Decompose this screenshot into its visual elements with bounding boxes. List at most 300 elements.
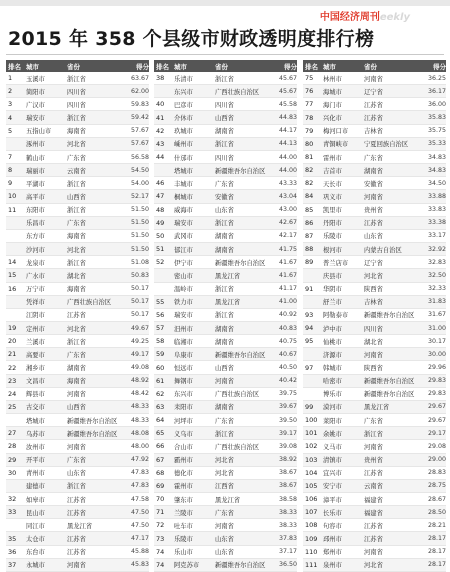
cell-city: 广汉市	[26, 101, 45, 109]
table-row	[303, 98, 446, 111]
cell-province: 江苏省	[364, 220, 383, 228]
table-row	[303, 243, 446, 256]
table-row	[6, 85, 149, 98]
cell-score: 41.00	[278, 298, 297, 306]
table-row	[154, 217, 297, 230]
cell-rank: 42	[156, 126, 165, 135]
cell-city: 凭祥市	[26, 299, 45, 307]
header-city: 城市	[323, 62, 336, 71]
table-row	[154, 151, 297, 164]
cell-city: 兰陵市	[174, 509, 193, 517]
cell-city: 乐昌市	[26, 220, 45, 228]
cell-city: 吉首市	[323, 167, 342, 175]
cell-score: 48.08	[130, 429, 149, 437]
cell-score: 42.17	[278, 232, 297, 240]
cell-city: 东方市	[26, 233, 45, 241]
cell-city: 句容市	[323, 522, 342, 530]
cell-score: 44.00	[278, 153, 297, 161]
cell-score: 37.83	[278, 535, 297, 543]
cell-province: 浙江省	[67, 115, 86, 123]
table-row	[154, 309, 297, 322]
cell-province: 新疆维吾尔自治区	[364, 391, 415, 399]
table-row	[154, 506, 297, 519]
cell-city: 东台市	[26, 549, 45, 557]
cell-rank: 61	[156, 376, 165, 385]
table-row	[6, 454, 149, 467]
cell-city: 瑞安市	[26, 115, 45, 123]
cell-province: 河北省	[364, 562, 383, 570]
cell-rank: 23	[8, 376, 17, 385]
cell-city: 博乐市	[323, 391, 342, 399]
cell-city: 瑞安市	[174, 220, 193, 228]
cell-score: 57.67	[130, 127, 149, 135]
cell-province: 辽宁省	[364, 88, 383, 96]
cell-rank: 63	[156, 402, 165, 411]
cell-city: 安宁市	[323, 483, 342, 491]
table-row	[6, 125, 149, 138]
table-row	[154, 480, 297, 493]
cell-score: 50.17	[130, 311, 149, 319]
cell-city: 肇东市	[174, 496, 193, 504]
table-row	[6, 283, 149, 296]
cell-rank: 70	[156, 495, 165, 504]
cell-province: 新疆维吾尔自治区	[67, 430, 118, 438]
table-row	[303, 230, 446, 243]
cell-city: 开平市	[26, 457, 45, 465]
cell-city: 定州市	[26, 325, 45, 333]
cell-score: 31.83	[427, 298, 446, 306]
cell-province: 河南省	[364, 549, 383, 557]
cell-score: 38.92	[278, 456, 297, 464]
cell-province: 福建省	[364, 509, 383, 517]
cell-score: 36.50	[278, 561, 297, 569]
cell-score: 28.21	[427, 521, 446, 529]
cell-rank: 67	[156, 455, 165, 464]
cell-score: 48.92	[130, 377, 149, 385]
cell-score: 32.50	[427, 271, 446, 279]
cell-score: 50.17	[130, 298, 149, 306]
cell-city: 阜康市	[174, 351, 193, 359]
cell-province: 海南省	[67, 378, 86, 386]
cell-province: 新疆维吾尔自治区	[67, 417, 118, 425]
cell-province: 广东省	[67, 457, 86, 465]
cell-rank: 64	[156, 416, 165, 425]
table-row	[154, 546, 297, 559]
cell-score: 32.83	[427, 258, 446, 266]
cell-score: 54.50	[130, 166, 149, 174]
cell-city: 涿州市	[26, 141, 45, 149]
cell-rank: 69	[156, 481, 165, 490]
cell-score: 29.83	[427, 390, 446, 398]
logo-text: 中国经济周刊	[319, 12, 380, 23]
header-rank: 排名	[305, 62, 318, 71]
cell-province: 云南省	[364, 483, 383, 491]
cell-city: 桐城市	[174, 193, 193, 201]
cell-province: 广东省	[364, 417, 383, 425]
cell-province: 湖北省	[67, 272, 86, 280]
cell-rank: 82	[305, 166, 314, 175]
cell-province: 广东省	[67, 220, 86, 228]
cell-rank: 99	[305, 402, 314, 411]
table-row	[154, 361, 297, 374]
header-score: 得分	[433, 62, 446, 71]
cell-rank: 51	[156, 245, 165, 254]
cell-score: 33.17	[427, 232, 446, 240]
table-row	[154, 440, 297, 453]
cell-province: 湖南省	[364, 167, 383, 175]
table-row	[154, 243, 297, 256]
cell-rank: 15	[8, 271, 17, 280]
cell-city: 塔城市	[26, 417, 45, 425]
cell-province: 海南省	[67, 128, 86, 136]
cell-city: 乐陵市	[174, 536, 193, 544]
cell-score: 39.75	[278, 390, 297, 398]
cell-city: 高平市	[26, 193, 45, 201]
cell-province: 湖北省	[364, 338, 383, 346]
cell-province: 江苏省	[364, 101, 383, 109]
table-row	[6, 532, 149, 545]
cell-score: 40.92	[278, 311, 297, 319]
cell-rank: 50	[156, 231, 165, 240]
table-row	[154, 375, 297, 388]
cell-province: 吉林省	[364, 299, 383, 307]
cell-province: 宁夏回族自治区	[364, 141, 409, 149]
cell-rank: 2	[8, 87, 13, 96]
cell-rank: 76	[305, 87, 314, 96]
table-row	[154, 256, 297, 269]
cell-score: 49.67	[130, 324, 149, 332]
table-header	[154, 60, 297, 72]
table-row	[303, 309, 446, 322]
cell-city: 霍州市	[174, 483, 193, 491]
cell-rank: 108	[305, 521, 318, 530]
table-row	[154, 454, 297, 467]
cell-rank: 77	[305, 100, 314, 109]
table-row	[303, 480, 446, 493]
cell-score: 48.33	[130, 403, 149, 411]
cell-score: 31.00	[427, 324, 446, 332]
cell-score: 37.17	[278, 548, 297, 556]
cell-province: 四川省	[215, 101, 234, 109]
cell-rank: 74	[156, 547, 165, 556]
cell-score: 29.17	[427, 429, 446, 437]
cell-city: 永城市	[26, 562, 45, 570]
cell-score: 45.88	[130, 548, 149, 556]
cell-score: 48.42	[130, 390, 149, 398]
cell-rank: 91	[305, 284, 314, 293]
cell-score: 59.42	[130, 114, 149, 122]
cell-province: 湖南省	[215, 128, 234, 136]
table-row	[303, 111, 446, 124]
cell-score: 51.08	[130, 258, 149, 266]
cell-score: 50.17	[130, 285, 149, 293]
cell-rank: 1	[8, 74, 13, 83]
cell-score: 28.17	[427, 561, 446, 569]
table-row	[303, 388, 446, 401]
cell-province: 江苏省	[364, 115, 383, 123]
cell-score: 57.67	[130, 140, 149, 148]
cell-rank: 72	[156, 521, 165, 530]
cell-score: 44.00	[278, 166, 297, 174]
cell-score: 44.13	[278, 140, 297, 148]
cell-city: 东兴市	[174, 391, 193, 399]
cell-province: 湖南省	[215, 338, 234, 346]
table-row	[154, 138, 297, 151]
cell-province: 广东省	[364, 154, 383, 162]
table-row	[303, 164, 446, 177]
cell-city: 舒兰市	[323, 299, 342, 307]
table-row	[303, 204, 446, 217]
cell-province: 四川省	[67, 88, 86, 96]
cell-province: 河南省	[67, 562, 86, 570]
table-row	[6, 559, 149, 572]
cell-city: 乐陵市	[323, 233, 342, 241]
cell-score: 34.83	[427, 166, 446, 174]
cell-rank: 5	[8, 126, 13, 135]
cell-city: 阿勒泰市	[323, 312, 349, 320]
cell-score: 36.00	[427, 100, 446, 108]
cell-city: 高要市	[26, 351, 45, 359]
cell-province: 福建省	[364, 496, 383, 504]
cell-city: 广水市	[26, 272, 45, 280]
cell-rank: 9	[8, 179, 13, 188]
cell-province: 河北省	[215, 457, 234, 465]
cell-rank: 30	[8, 468, 17, 477]
cell-province: 河北省	[67, 246, 86, 254]
table-row	[154, 322, 297, 335]
table-row	[154, 467, 297, 480]
cell-score: 51.50	[130, 219, 149, 227]
cell-city: 郁江市	[174, 246, 193, 254]
cell-city: 雷州市	[323, 154, 342, 162]
cell-score: 54.00	[130, 179, 149, 187]
cell-city: 合山市	[174, 443, 193, 451]
cell-city: 玉溪市	[26, 75, 45, 83]
cell-city: 莱阳市	[323, 417, 342, 425]
cell-score: 33.38	[427, 219, 446, 227]
table-row	[154, 283, 297, 296]
cell-rank: 88	[305, 245, 314, 254]
cell-province: 新疆维吾尔自治区	[364, 378, 415, 386]
cell-rank: 59	[156, 350, 165, 359]
cell-rank: 86	[305, 218, 314, 227]
cell-city: 巩义市	[323, 193, 342, 201]
cell-province: 广西壮族自治区	[215, 88, 260, 96]
table-row	[6, 98, 149, 111]
cell-city: 乌苏市	[26, 430, 45, 438]
cell-province: 云南省	[67, 167, 86, 175]
cell-city: 文昌市	[26, 378, 45, 386]
cell-province: 四川省	[215, 154, 234, 162]
table-row	[303, 177, 446, 190]
cell-province: 江苏省	[364, 536, 383, 544]
table-row	[154, 414, 297, 427]
cell-rank: 71	[156, 508, 165, 517]
cell-rank: 84	[305, 192, 314, 201]
cell-rank: 35	[8, 534, 17, 543]
cell-rank: 103	[305, 455, 318, 464]
cell-rank: 8	[8, 166, 13, 175]
cell-city: 东阳市	[26, 207, 45, 215]
cell-province: 江苏省	[67, 312, 86, 320]
cell-rank: 111	[305, 560, 318, 569]
ranking-table-2	[154, 60, 297, 572]
cell-province: 海南省	[67, 286, 86, 294]
table-row	[303, 375, 446, 388]
cell-province: 江苏省	[67, 536, 86, 544]
cell-province: 黑龙江省	[215, 272, 241, 280]
table-row	[303, 125, 446, 138]
cell-city: 临湘市	[174, 338, 193, 346]
table-row	[6, 493, 149, 506]
cell-score: 49.08	[130, 364, 149, 372]
cell-city: 宜兴市	[323, 470, 342, 478]
table-row	[6, 322, 149, 335]
publication-logo	[320, 8, 410, 23]
cell-score: 38.33	[278, 508, 297, 516]
table-row	[6, 440, 149, 453]
cell-score: 51.50	[130, 232, 149, 240]
cell-city: 五指山市	[26, 128, 52, 136]
cell-rank: 95	[305, 337, 314, 346]
table-row	[154, 269, 297, 282]
cell-score: 29.96	[427, 364, 446, 372]
cell-score: 28.17	[427, 548, 446, 556]
cell-rank: 16	[8, 284, 17, 293]
cell-rank: 104	[305, 468, 318, 477]
header-score: 得分	[284, 62, 297, 71]
cell-city: 德化市	[174, 470, 193, 478]
table-row	[6, 335, 149, 348]
cell-city: 乐山市	[174, 549, 193, 557]
table-row	[6, 519, 149, 532]
cell-rank: 107	[305, 508, 318, 517]
cell-province: 山东省	[215, 207, 234, 215]
cell-province: 山东省	[364, 233, 383, 241]
cell-province: 新疆维吾尔自治区	[364, 312, 415, 320]
cell-province: 广西壮族自治区	[67, 299, 112, 307]
cell-city: 伊宁市	[174, 259, 193, 267]
table-row	[6, 388, 149, 401]
cell-rank: 4	[8, 113, 13, 122]
table-row	[6, 401, 149, 414]
cell-rank: 38	[156, 74, 165, 83]
table-row	[303, 217, 446, 230]
cell-score: 43.00	[278, 206, 297, 214]
cell-score: 29.67	[427, 416, 446, 424]
table-row	[303, 414, 446, 427]
cell-rank: 14	[8, 258, 17, 267]
cell-city: 天长市	[323, 180, 342, 188]
cell-province: 浙江省	[67, 75, 86, 83]
cell-rank: 11	[8, 205, 17, 214]
cell-rank: 47	[156, 192, 165, 201]
title-divider	[6, 54, 444, 55]
cell-province: 安徽省	[364, 180, 383, 188]
cell-score: 63.67	[130, 74, 149, 82]
table-row	[303, 546, 446, 559]
cell-score: 48.33	[130, 416, 149, 424]
cell-province: 江苏省	[364, 522, 383, 530]
cell-city: 舞钢市	[174, 378, 193, 386]
cell-rank: 19	[8, 324, 17, 333]
cell-city: 海门市	[323, 101, 342, 109]
header-rank: 排名	[8, 62, 21, 71]
cell-score: 43.33	[278, 179, 297, 187]
cell-score: 48.00	[130, 442, 149, 450]
table-row	[6, 269, 149, 282]
cell-score: 47.50	[130, 521, 149, 529]
cell-score: 41.17	[278, 285, 297, 293]
table-row	[303, 401, 446, 414]
table-row	[6, 296, 149, 309]
table-row	[6, 217, 149, 230]
cell-score: 29.67	[427, 403, 446, 411]
cell-rank: 94	[305, 324, 314, 333]
cell-score: 40.83	[278, 324, 297, 332]
cell-city: 鹤山市	[26, 154, 45, 162]
cell-province: 黑龙江省	[215, 299, 241, 307]
table-row	[303, 348, 446, 361]
cell-city: 什邡市	[174, 154, 193, 162]
cell-province: 四川省	[67, 101, 86, 109]
cell-rank: 57	[156, 324, 165, 333]
cell-province: 江苏省	[67, 496, 86, 504]
cell-city: 昆山市	[26, 509, 45, 517]
cell-province: 新疆维吾尔自治区	[215, 167, 266, 175]
cell-province: 广东省	[67, 351, 86, 359]
table-row	[154, 559, 297, 572]
cell-score: 36.25	[427, 74, 446, 82]
cell-province: 吉林省	[364, 128, 383, 136]
cell-city: 丹阳市	[323, 220, 342, 228]
cell-city: 威海市	[174, 207, 193, 215]
cell-score: 33.83	[427, 206, 446, 214]
cell-rank: 105	[305, 481, 318, 490]
cell-province: 浙江省	[67, 483, 86, 491]
table-row	[303, 440, 446, 453]
table-row	[6, 348, 149, 361]
cell-province: 安徽省	[215, 193, 234, 201]
cell-city: 同江市	[26, 522, 45, 530]
cell-city: 漠河市	[323, 404, 342, 412]
cell-rank: 62	[156, 389, 165, 398]
cell-rank: 89	[305, 258, 314, 267]
cell-rank: 109	[305, 534, 318, 543]
cell-province: 河南省	[67, 391, 86, 399]
header-city: 城市	[174, 62, 187, 71]
table-row	[303, 519, 446, 532]
table-row	[154, 230, 297, 243]
cell-score: 40.42	[278, 377, 297, 385]
cell-city: 霸州市	[174, 457, 193, 465]
cell-city: 韩城市	[323, 365, 342, 373]
cell-province: 新疆维吾尔自治区	[215, 259, 266, 267]
table-row	[154, 72, 297, 85]
cell-rank: 36	[8, 547, 17, 556]
cell-rank: 60	[156, 363, 165, 372]
cell-city: 清镇市	[323, 457, 342, 465]
header-province: 省份	[364, 62, 377, 71]
table-row	[303, 335, 446, 348]
cell-rank: 10	[8, 192, 17, 201]
cell-rank: 29	[8, 455, 17, 464]
top-stripe	[0, 0, 450, 6]
table-row	[154, 493, 297, 506]
cell-rank: 21	[8, 350, 17, 359]
cell-score: 41.67	[278, 271, 297, 279]
cell-province: 陕西省	[364, 365, 383, 373]
